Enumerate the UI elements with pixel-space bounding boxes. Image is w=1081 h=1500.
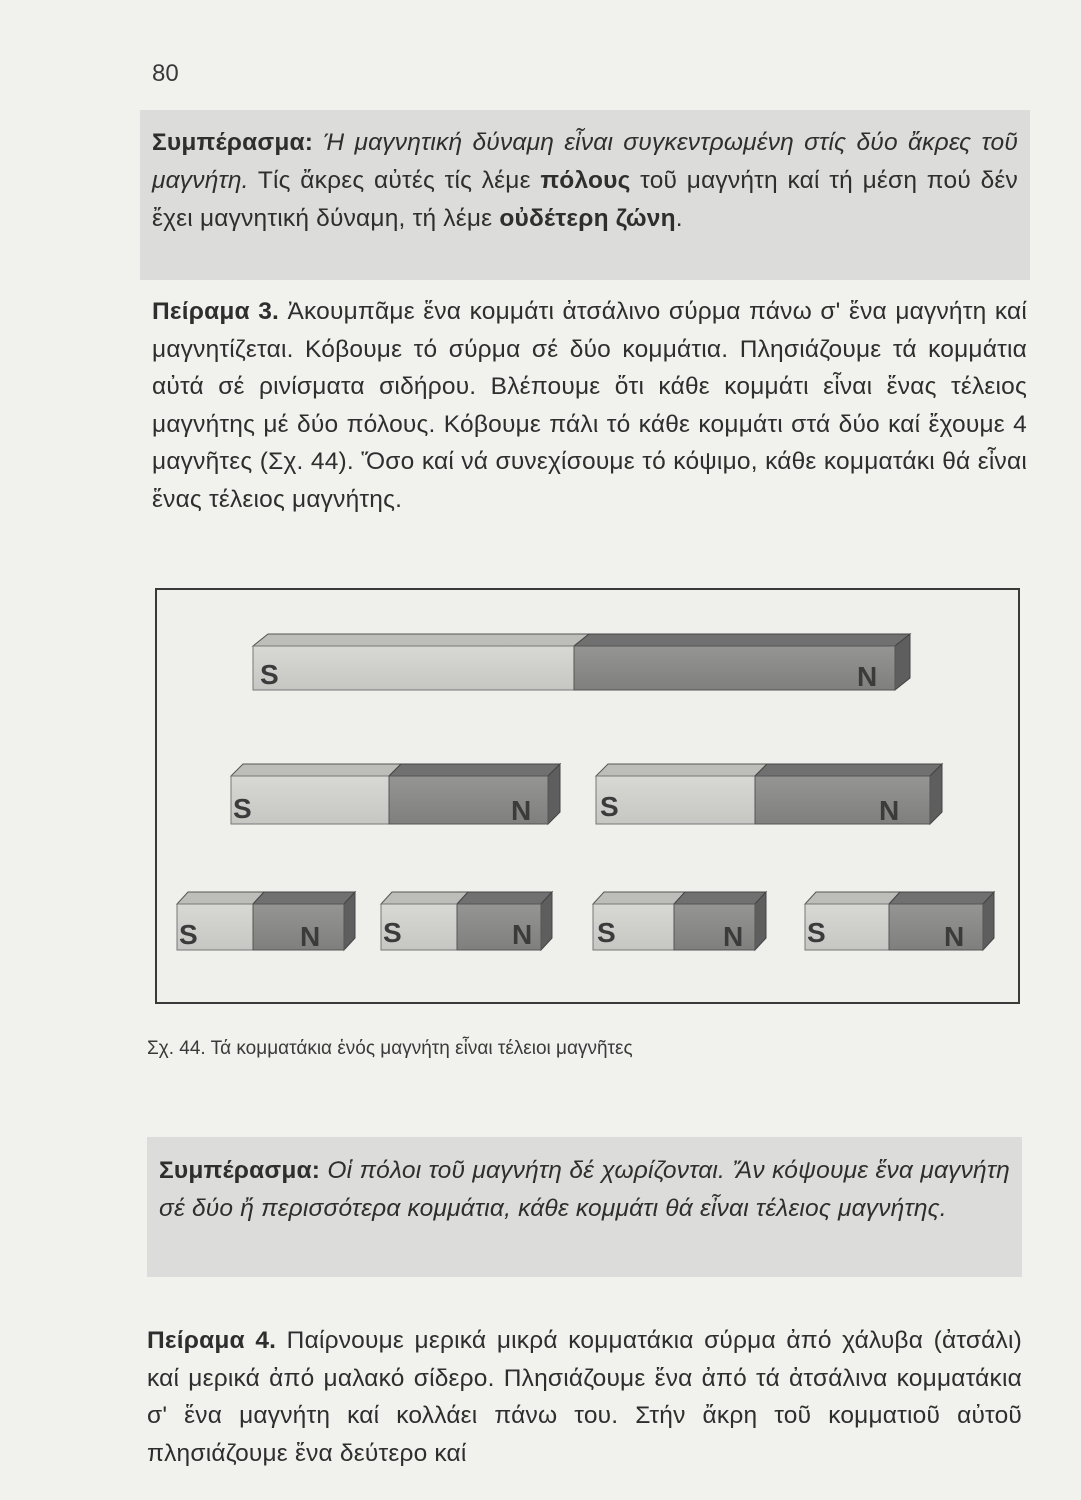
magnet-half-2	[596, 764, 942, 826]
pole-s-label: S	[597, 917, 616, 948]
magnet-quarter-1	[177, 892, 355, 952]
experiment-4	[147, 1322, 1022, 1472]
conclusion-box-2	[147, 1137, 1022, 1277]
page-number: 80	[152, 60, 179, 87]
conclusion-1-label: Συμπέρασμα:	[152, 129, 314, 156]
pole-n-label: N	[512, 919, 533, 950]
conclusion-1-text	[152, 124, 1018, 238]
experiment-4-label: Πείραμα 4.	[147, 1327, 277, 1354]
conclusion-2-label: Συμπέρασμα:	[159, 1157, 321, 1184]
conclusion-box-1	[140, 110, 1030, 280]
experiment-3	[152, 293, 1027, 518]
magnet-quarter-2	[381, 892, 552, 950]
conclusion-1-text-end: .	[675, 205, 683, 232]
magnet-full	[253, 634, 910, 692]
pole-s-label: S	[260, 659, 279, 690]
pole-n-label: N	[300, 921, 321, 952]
pole-s-label: S	[179, 919, 198, 950]
term-poles: πόλους	[540, 167, 631, 194]
conclusion-1-text-b: τοῦ μαγνήτη καί τή μέση πού δέν ἔχει μαγνητική δύναμη, τή λέμε	[152, 167, 1018, 232]
pole-s-label: S	[383, 917, 402, 948]
experiment-3-text: Ἀκουμπᾶμε ἕνα κομμάτι ἀτσάλινο σύρμα πάνω σ' ἕνα μαγνήτη καί μαγνητίζεται. Κόβουμε τό σύρμα σέ δύο κομμάτια. Πλησιάζουμε τά κομμάτια αὐτά σέ ρινίσματα σιδήρου. Βλέπουμε ὅτι κάθε κομμάτι εἶναι ἕνας τέλειος μαγνήτης μέ δύο πόλους. Κόβουμε πάλι τό κάθε κομμάτι στά δύο καί ἔχουμε 4 μαγνῆτες (Σχ. 44). Ὅσο καί νά συνεχίσουμε τό κόψιμο, κάθε κομματάκι θά εἶναι ἕνας τέλειος μαγνήτης.	[152, 298, 1028, 513]
figure-caption: Σχ. 44. Τά κομματάκια ἑνός μαγνήτη εἶναι τέλειοι μαγνῆτες	[147, 1038, 633, 1059]
experiment-3-label: Πείραμα 3.	[152, 298, 280, 325]
pole-s-label: S	[233, 793, 252, 824]
pole-n-label: N	[723, 921, 744, 952]
pole-s-label: S	[807, 917, 826, 948]
magnet-quarter-3	[593, 892, 766, 952]
conclusion-2-text	[159, 1152, 1010, 1228]
magnet-quarter-4	[805, 892, 994, 952]
experiment-4-text: Παίρνουμε μερικά μικρά κομματάκια σύρμα ἀπό χάλυβα (ἀτσάλι) καί μερικά ἀπό μαλακό σίδερο. Πλησιάζουμε ἕνα ἀπό τά ἀτσάλινα κομματάκια σ' ἕνα μαγνήτη καί κολλάει πάνω του. Στήν ἄκρη τοῦ κομματιοῦ αὐτοῦ πλησιάζουμε ἕνα δεύτερο καί	[147, 1327, 1022, 1467]
pole-n-label: N	[511, 795, 532, 826]
conclusion-1-italic: Ή μαγνητική δύναμη εἶναι συγκεντρωμένη στίς δύο ἄκρες τοῦ μαγνήτη.	[152, 129, 1018, 194]
figure-44	[155, 588, 1020, 1004]
term-neutral-zone: οὐδέτερη ζώνη	[499, 205, 676, 232]
pole-n-label: N	[857, 661, 878, 692]
pole-n-label: N	[879, 795, 900, 826]
pole-s-label: S	[600, 791, 619, 822]
conclusion-2-italic: Οἱ πόλοι τοῦ μαγνήτη δέ χωρίζονται. Ἄν κόψουμε ἕνα μαγνήτη σέ δύο ἤ περισσότερα κομμάτια, κάθε κομμάτι θά εἶναι τέλειος μαγνήτης.	[159, 1157, 1010, 1222]
conclusion-1-text-a: Τίς ἄκρες αὐτές τίς λέμε	[248, 167, 541, 194]
magnets-diagram	[157, 590, 1018, 1002]
pole-n-label: N	[944, 921, 965, 952]
magnet-half-1	[231, 764, 560, 826]
